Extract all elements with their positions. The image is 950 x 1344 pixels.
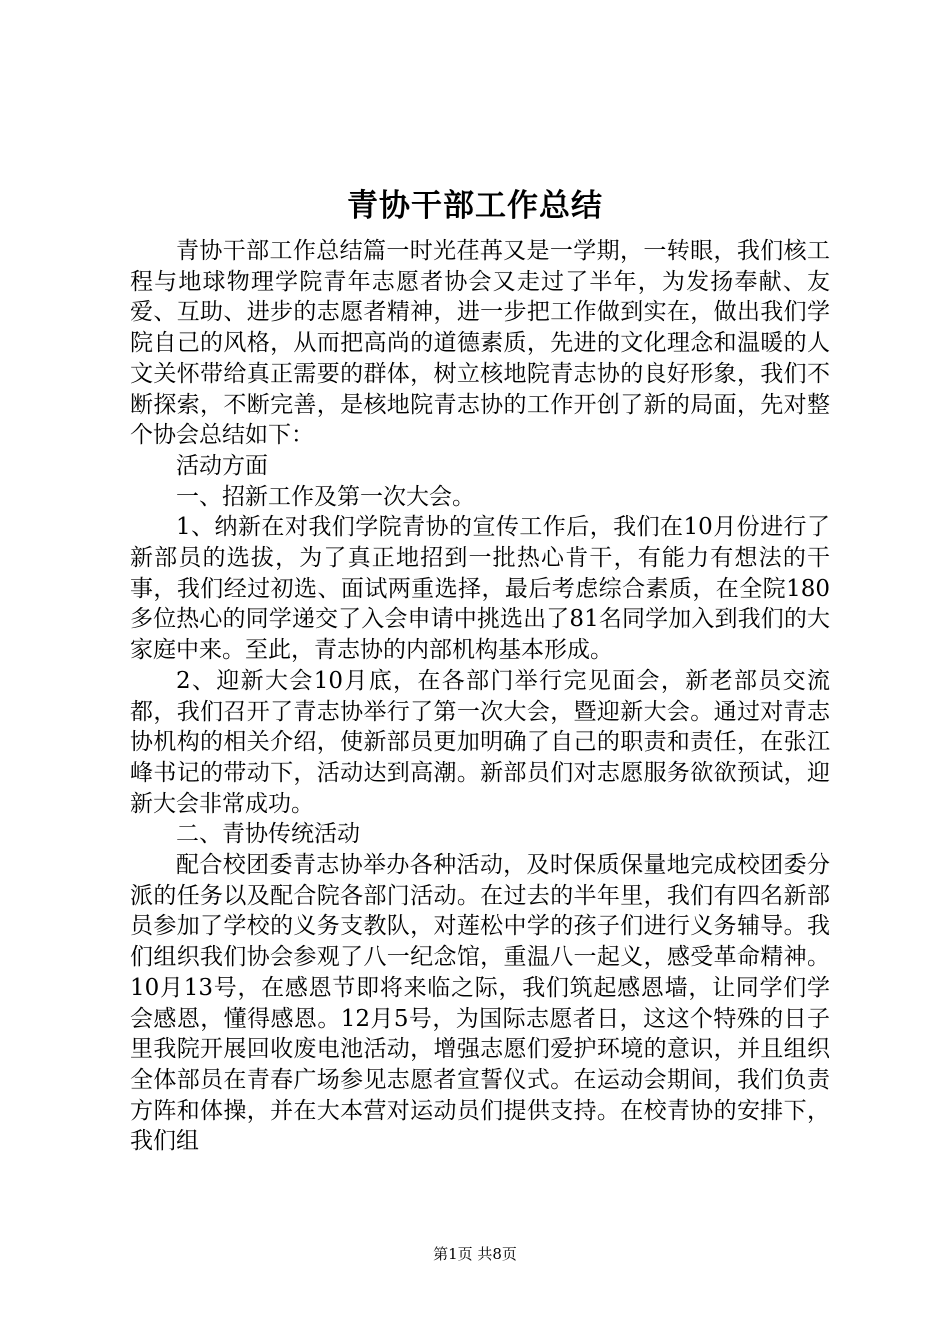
document-title: 青协干部工作总结 (347, 188, 603, 224)
paragraph-traditional-activities: 配合校团委青志协举办各种活动，及时保质保量地完成校团委分派的任务以及配合院各部门活动。在过去的半年里，我们有四名新部员参加了学校的义务支教队，对莲松中学的孩子们进行义务辅导。我们组织我们协会参观了八一纪念馆，重温八一起义，感受革命精神。10月13号，在感恩节即将来临之际，我们筑起感恩墙，让同学们学会感恩，懂得感恩。12月5号，为国际志愿者日，这这个特殊的日子里我院开展回收废电池活动，增强志愿们爱护环境的意识，并且组织全体部员在青春广场参见志愿者宣誓仪式。在运动会期间，我们负责方阵和体操，并在大本营对运动员们提供支持。在校青协的安排下，我们组 (130, 852, 830, 1155)
paragraph-welcome-meeting: 2、迎新大会10月底，在各部门举行完见面会，新老部员交流都，我们召开了青志协举行了第一次大会，暨迎新大会。通过对青志协机构的相关介绍，使新部员更加明确了自己的职责和责任，在张江峰书记的带动下，活动达到高潮。新部员们对志愿服务欲欲预试，迎新大会非常成功。 (130, 667, 830, 817)
page-number-footer: 第1页 共8页 (433, 1245, 517, 1263)
paragraph-intro: 青协干部工作总结篇一时光荏苒又是一学期，一转眼，我们核工程与地球物理学院青年志愿者协会又走过了半年，为发扬奉献、友爱、互助、进步的志愿者精神，进一步把工作做到实在，做出我们学院自己的风格，从而把高尚的道德素质，先进的文化理念和温暖的人文关怀带给真正需要的群体，树立核地院青志协的良好形象，我们不断探索，不断完善，是核地院青志协的工作开创了新的局面，先对整个协会总结如下： (130, 238, 830, 449)
paragraph-recruitment: 1、纳新在对我们学院青协的宣传工作后，我们在10月份进行了新部员的选拔，为了真正地招到一批热心肯干，有能力有想法的干事，我们经过初选、面试两重选择，最后考虑综合素质，在全院180多位热心的同学递交了入会申请中挑选出了81名同学加入到我们的大家庭中来。至此，青志协的内部机构基本形成。 (130, 514, 830, 664)
section-heading-traditional-activities: 二、青协传统活动 (176, 821, 360, 848)
section-heading-activities: 活动方面 (176, 452, 268, 479)
section-heading-recruitment: 一、招新工作及第一次大会。 (176, 483, 475, 510)
document-body (130, 236, 830, 1157)
